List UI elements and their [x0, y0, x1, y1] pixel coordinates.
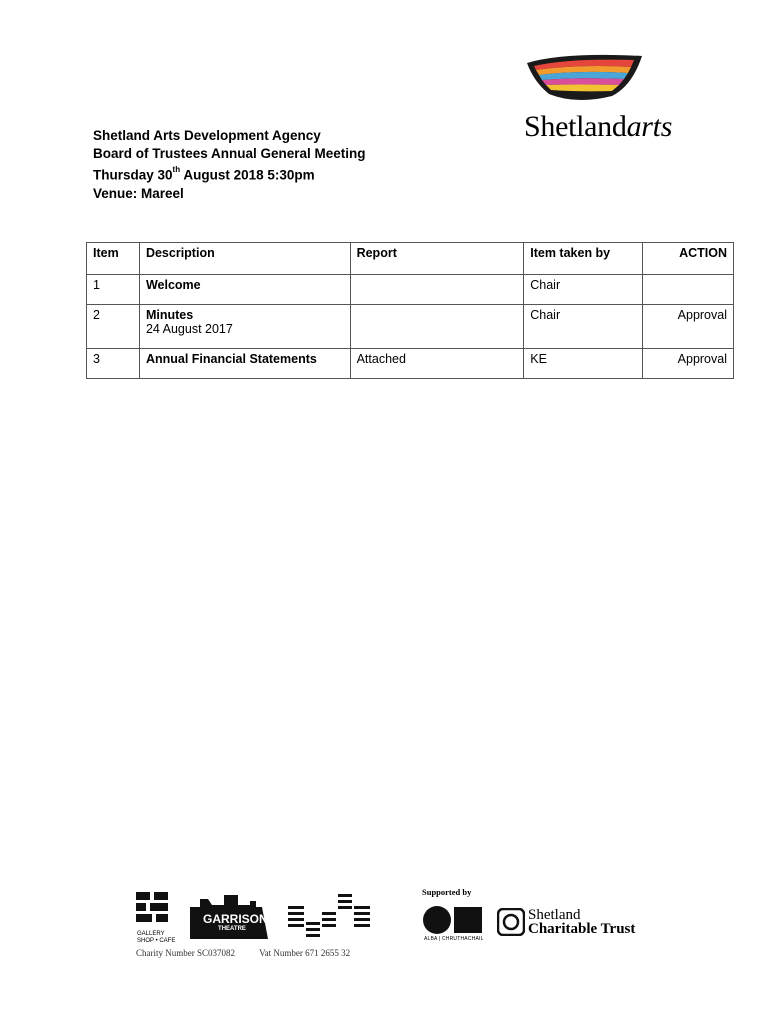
garrison-line1: GARRISON	[203, 912, 268, 926]
charity-number: Charity Number SC037082	[136, 948, 235, 958]
description-title: Minutes	[145, 308, 194, 322]
meeting-heading	[93, 127, 366, 203]
header-taken-by: Item taken by	[524, 243, 643, 275]
bonhoga-line2: SHOP • CAFE	[137, 938, 176, 944]
table-row	[87, 275, 734, 305]
mareel-wordmark	[288, 892, 292, 893]
cell-description: Annual Financial Statements	[139, 349, 350, 379]
agenda-table	[86, 242, 734, 379]
cell-action: Approval	[643, 349, 734, 379]
header-item: Item	[87, 243, 140, 275]
bonhoga-line1: GALLERY	[137, 931, 165, 937]
cell-taken-by: Chair	[524, 305, 643, 349]
meeting-venue: Venue: Mareel	[93, 185, 184, 201]
garrison-line2: THEATRE	[218, 926, 246, 932]
cell-item: 3	[87, 349, 140, 379]
supported-by-label: Supported by	[422, 887, 472, 897]
cell-item: 2	[87, 305, 140, 349]
cell-item: 1	[87, 275, 140, 305]
table-header-row	[87, 243, 734, 275]
bonhoga-logo-icon	[136, 892, 170, 930]
vat-number: Vat Number 671 2655 32	[259, 948, 351, 958]
charity-info	[136, 948, 372, 958]
table-row	[87, 349, 734, 379]
organisation-name: Shetland Arts Development Agency	[93, 128, 321, 143]
sct-line1: Shetland	[528, 907, 581, 923]
creative-scotland-logo-icon	[422, 905, 484, 935]
cell-action	[643, 275, 734, 305]
boat-icon	[524, 50, 649, 110]
cell-report	[350, 275, 524, 305]
cell-taken-by: Chair	[524, 275, 643, 305]
description-subtitle: 24 August 2017	[145, 322, 233, 336]
meeting-date: Thursday 30th August 2018 5:30pm	[93, 165, 315, 183]
shetland-arts-logo	[524, 50, 699, 142]
cell-description: Welcome	[139, 275, 350, 305]
garrison-text	[203, 912, 268, 932]
charitable-trust-text	[528, 908, 635, 936]
table-row	[87, 305, 734, 349]
meeting-title: Board of Trustees Annual General Meeting	[93, 146, 366, 161]
bonhoga-text	[137, 931, 175, 945]
header-action: ACTION	[643, 243, 734, 275]
cell-description	[139, 305, 350, 349]
charitable-trust-emblem-icon	[497, 908, 525, 936]
cell-taken-by: KE	[524, 349, 643, 379]
header-description: Description	[139, 243, 350, 275]
sct-line2: Charitable Trust	[528, 921, 636, 937]
header-report: Report	[350, 243, 524, 275]
mareel-logo	[288, 892, 376, 940]
mareel-logo-icon	[288, 892, 376, 940]
cell-action: Approval	[643, 305, 734, 349]
cell-report: Attached	[350, 349, 524, 379]
cell-report	[350, 305, 524, 349]
creative-scotland-label: ALBA | CHRUTHACHAIL	[424, 936, 484, 942]
logo-wordmark: Shetlandarts	[524, 110, 673, 143]
